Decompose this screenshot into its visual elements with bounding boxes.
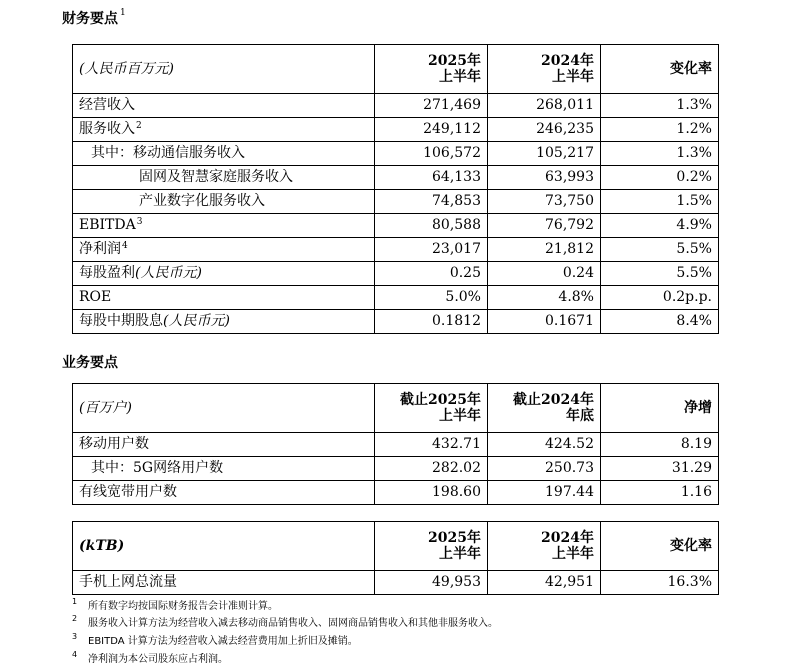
cell-value: 271,469 xyxy=(375,94,488,118)
table-row xyxy=(73,481,719,505)
footnote-ref: 1 xyxy=(120,8,126,18)
cell-value: 424.52 xyxy=(488,433,601,457)
table-row xyxy=(73,238,719,262)
cell-value: 1.3% xyxy=(601,94,719,118)
cell-value: 73,750 xyxy=(488,190,601,214)
footnote: 4 净利润为本公司股东应占利润。 xyxy=(72,650,228,665)
cell-value: 432.71 xyxy=(375,433,488,457)
cell-value: 246,235 xyxy=(488,118,601,142)
cell-value: 1.16 xyxy=(601,481,719,505)
col-header-2024h1: 2024年 上半年 xyxy=(488,522,601,571)
cell-value: 268,011 xyxy=(488,94,601,118)
col-header-2025h1: 截止2025年 上半年 xyxy=(375,384,488,433)
col-header-2025h1: 2025年 上半年 xyxy=(375,522,488,571)
cell-value: 1.3% xyxy=(601,142,719,166)
table-row xyxy=(73,262,719,286)
cell-value: 5.0% xyxy=(375,286,488,310)
table-row xyxy=(73,94,719,118)
cell-value: 197.44 xyxy=(488,481,601,505)
footnote: 2 服务收入计算方法为经营收入减去移动商品销售收入、固网商品销售收入和其他非服务收入。 xyxy=(72,614,498,629)
unit-label: (百万户) xyxy=(73,384,375,433)
cell-value: 49,953 xyxy=(375,571,488,595)
table-row xyxy=(73,214,719,238)
cell-value: 74,853 xyxy=(375,190,488,214)
table-row xyxy=(73,310,719,334)
table-row xyxy=(73,433,719,457)
footnote: 3 EBITDA 计算方法为经营收入减去经营费用加上折旧及摊销。 xyxy=(72,632,358,647)
cell-value: 64,133 xyxy=(375,166,488,190)
row-label: 每股盈利(人民币元) xyxy=(73,262,375,286)
cell-value: 80,588 xyxy=(375,214,488,238)
row-label: ROE xyxy=(73,286,375,310)
cell-value: 106,572 xyxy=(375,142,488,166)
table-header-row xyxy=(73,522,719,571)
row-label: 净利润$^4$ xyxy=(73,238,375,262)
col-header-2024ye: 截止2024年 年底 xyxy=(488,384,601,433)
col-header-change: 变化率 xyxy=(601,522,719,571)
business-heading: 业务要点 xyxy=(62,355,118,371)
cell-value: 0.2% xyxy=(601,166,719,190)
cell-value: 42,951 xyxy=(488,571,601,595)
cell-value: 76,792 xyxy=(488,214,601,238)
table-row xyxy=(73,286,719,310)
table-header-row xyxy=(73,384,719,433)
col-header-change: 变化率 xyxy=(601,45,719,94)
row-label: 有线宽带用户数 xyxy=(73,481,375,505)
traffic-table xyxy=(72,521,719,595)
cell-value: 1.5% xyxy=(601,190,719,214)
row-label: 每股中期股息(人民币元) xyxy=(73,310,375,334)
cell-value: 1.2% xyxy=(601,118,719,142)
table-row xyxy=(73,166,719,190)
table-row xyxy=(73,571,719,595)
cell-value: 0.1812 xyxy=(375,310,488,334)
row-label: 产业数字化服务收入 xyxy=(73,190,375,214)
row-label: 固网及智慧家庭服务收入 xyxy=(73,166,375,190)
row-label: EBITDA$^3$ xyxy=(73,214,375,238)
business-table xyxy=(72,383,719,505)
table-row xyxy=(73,118,719,142)
cell-value: 0.1671 xyxy=(488,310,601,334)
cell-value: 8.19 xyxy=(601,433,719,457)
table-row xyxy=(73,190,719,214)
row-label: 其中：移动通信服务收入 xyxy=(73,142,375,166)
table-header-row xyxy=(73,45,719,94)
table-row xyxy=(73,142,719,166)
col-header-2024h1: 2024年 上半年 xyxy=(488,45,601,94)
row-label: 服务收入$^2$ xyxy=(73,118,375,142)
footnote: 1 所有数字均按国际财务报告会计准则计算。 xyxy=(72,597,278,612)
cell-value: 0.25 xyxy=(375,262,488,286)
cell-value: 63,993 xyxy=(488,166,601,190)
cell-value: 198.60 xyxy=(375,481,488,505)
cell-value: 4.8% xyxy=(488,286,601,310)
cell-value: 0.24 xyxy=(488,262,601,286)
table-row xyxy=(73,457,719,481)
cell-value: 21,812 xyxy=(488,238,601,262)
col-header-2025h1: 2025年 上半年 xyxy=(375,45,488,94)
cell-value: 105,217 xyxy=(488,142,601,166)
row-label: 其中：5G网络用户数 xyxy=(73,457,375,481)
row-label: 经营收入 xyxy=(73,94,375,118)
col-header-net-add: 净增 xyxy=(601,384,719,433)
cell-value: 16.3% xyxy=(601,571,719,595)
cell-value: 4.9% xyxy=(601,214,719,238)
cell-value: 0.2p.p. xyxy=(601,286,719,310)
cell-value: 31.29 xyxy=(601,457,719,481)
financial-table xyxy=(72,44,719,334)
row-label: 移动用户数 xyxy=(73,433,375,457)
cell-value: 282.02 xyxy=(375,457,488,481)
cell-value: 8.4% xyxy=(601,310,719,334)
cell-value: 249,112 xyxy=(375,118,488,142)
cell-value: 23,017 xyxy=(375,238,488,262)
cell-value: 250.73 xyxy=(488,457,601,481)
cell-value: 5.5% xyxy=(601,238,719,262)
unit-label: (kTB) xyxy=(73,522,375,571)
cell-value: 5.5% xyxy=(601,262,719,286)
row-label: 手机上网总流量 xyxy=(73,571,375,595)
financial-heading: 财务要点 $^1$ xyxy=(62,8,126,27)
unit-label: (人民币百万元) xyxy=(73,45,375,94)
